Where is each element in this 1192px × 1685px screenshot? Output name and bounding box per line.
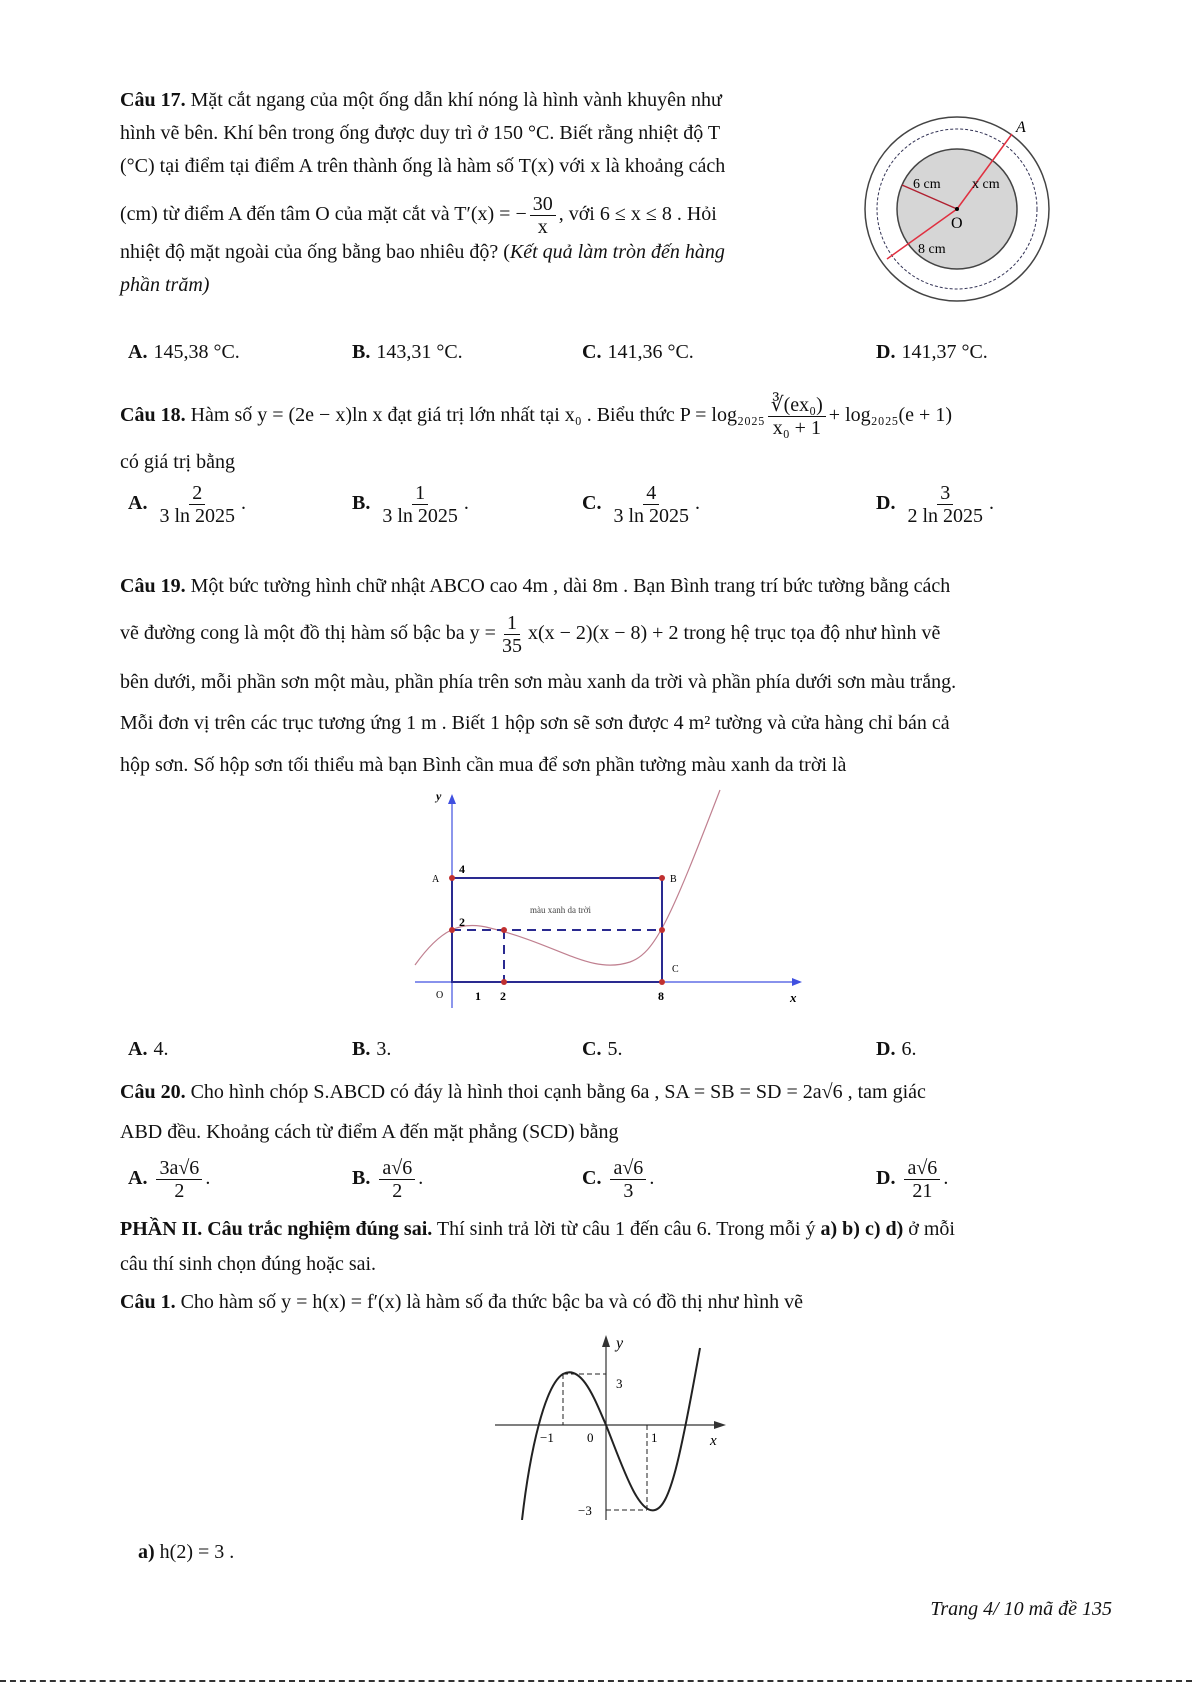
q17-line1 [120, 88, 722, 112]
cubic-graph [490, 1330, 730, 1520]
denominator: 3 ln 2025 [382, 505, 458, 527]
text: có giá trị bằng [120, 451, 235, 473]
key: A. [128, 1038, 148, 1060]
q20-line1 [120, 1080, 926, 1104]
annulus-figure [860, 112, 1055, 307]
key: B. [352, 492, 371, 515]
q17-option-d[interactable] [876, 340, 988, 364]
key: B. [352, 1167, 371, 1190]
q1-line1 [120, 1290, 803, 1314]
text: phần trăm) [120, 274, 210, 296]
bottom-divider [0, 1680, 1192, 1682]
key: A. [128, 1167, 148, 1190]
tick-minus1: −1 [540, 1430, 554, 1445]
fraction [904, 482, 986, 527]
tick-0: 0 [587, 1430, 594, 1445]
numerator: a√6 [379, 1157, 415, 1180]
q17-line3 [120, 154, 725, 178]
q19-line4 [120, 711, 950, 735]
x-label: x [710, 1433, 717, 1449]
tick-1: 1 [475, 989, 481, 1003]
numerator: 2 [189, 482, 205, 505]
text: Một bức tường hình chữ nhật ABCO cao 4m , dài 8m . Bạn Bình trang trí bức tường bằng cách [190, 575, 951, 597]
denominator: 2 [174, 1180, 185, 1202]
tick-4: 4 [459, 862, 465, 876]
tick-3: 3 [616, 1376, 623, 1391]
denominator: x₀ + 1 [772, 417, 821, 439]
text: Mặt cắt ngang của một ống dẫn khí nóng là hình vành khuyên như [190, 89, 722, 111]
key: a) [138, 1541, 155, 1563]
x-label: x [790, 990, 797, 1005]
q20-option-c[interactable]: C. $\frac{a√6}{3}$ . [582, 1157, 655, 1202]
q18-option-c[interactable]: C. $\frac{4}{3 \ln 2025}$ . [582, 482, 701, 527]
text: Cho hình chóp S.ABCD có đáy là hình thoi cạnh bằng 6a , SA = SB = SD = 2a√6 , tam giác [190, 1081, 926, 1103]
denominator: 2 ln 2025 [907, 505, 984, 527]
key: D. [876, 1038, 896, 1060]
fraction [610, 1157, 646, 1202]
q17-label: Câu 17. [120, 89, 186, 111]
fraction [904, 1157, 940, 1202]
key: D. [876, 341, 896, 363]
y-label: y [616, 1335, 624, 1352]
key: D. [876, 1167, 896, 1190]
numerator: 1 [412, 482, 428, 505]
y-label: y [436, 789, 442, 803]
text: , với 6 ≤ x ≤ 8 . Hỏi [558, 203, 717, 226]
denominator: 35 [501, 635, 522, 657]
q17-option-c[interactable] [582, 340, 694, 364]
numerator: 4 [643, 482, 659, 505]
text: vẽ đường cong là một đồ thị hàm số bậc ba y = [120, 622, 496, 645]
q17-line4 [120, 193, 717, 238]
numerator: 3a√6 [156, 1157, 202, 1180]
fraction [768, 394, 826, 439]
q17-line6 [120, 273, 209, 297]
q17-line2 [120, 121, 720, 145]
q20-option-b[interactable]: B. $\frac{a√6}{2}$ . [352, 1157, 424, 1202]
fraction [379, 482, 461, 527]
label-o: O [951, 215, 963, 232]
tick-minus3: −3 [578, 1503, 592, 1518]
q19-label: Câu 19. [120, 575, 186, 597]
wall-graph [370, 780, 810, 1010]
text: 141,36 °C. [607, 341, 694, 363]
fraction [156, 1157, 202, 1202]
q20-line2 [120, 1120, 619, 1144]
label-o: O [436, 990, 444, 1001]
part2-title: PHẦN II. Câu trắc nghiệm đúng sai. [120, 1218, 433, 1240]
key: A. [128, 341, 148, 363]
denominator: 3 [623, 1180, 634, 1202]
text: câu thí sinh chọn đúng hoặc sai. [120, 1253, 377, 1275]
text: (°C) tại điểm tại điểm A trên thành ống là hàm số T(x) với x là khoảng cách [120, 155, 726, 177]
part2-line2 [120, 1252, 376, 1276]
tick-y2: 2 [459, 915, 465, 929]
numerator: 1 [504, 612, 520, 635]
q1-label: Câu 1. [120, 1291, 176, 1313]
q19-option-c[interactable] [582, 1037, 622, 1061]
text: 145,38 °C. [153, 341, 240, 363]
label-a: A [432, 874, 440, 885]
key: C. [582, 341, 602, 363]
q17-option-b[interactable] [352, 340, 463, 364]
label-xcm: x cm [972, 177, 1000, 192]
q19-line3 [120, 670, 956, 694]
key: C. [582, 492, 602, 515]
tick-8: 8 [658, 989, 664, 1003]
q18-line2 [120, 450, 235, 474]
text: 5. [607, 1038, 623, 1060]
numerator: ∛(ex₀) [768, 394, 826, 417]
key: A. [128, 492, 148, 515]
text: 4. [153, 1038, 169, 1060]
part2-line1 [120, 1217, 955, 1241]
q20-label: Câu 20. [120, 1081, 186, 1103]
q19-line1 [120, 574, 950, 598]
text: bên dưới, mỗi phần sơn một màu, phần phía trên sơn màu xanh da trời và phần phía dưới sơn màu trắng. [120, 671, 957, 693]
key: B. [352, 341, 371, 363]
key: D. [876, 492, 896, 515]
text: hộp sơn. Số hộp sơn tối thiểu mà bạn Bình cần mua để sơn phần tường màu xanh da trời là [120, 754, 847, 776]
tick-2: 2 [500, 989, 506, 1003]
numerator: a√6 [610, 1157, 646, 1180]
text: Thí sinh trả lời từ câu 1 đến câu 6. Trong mỗi ý [432, 1218, 821, 1240]
label-c: C [672, 964, 679, 975]
q18-option-a[interactable]: A. $\frac{2}{3 \ln 2025}$ . [128, 482, 247, 527]
q19-line2 [120, 612, 940, 657]
region-label: màu xanh da trời [530, 905, 591, 915]
text: 6. [901, 1038, 917, 1060]
fraction [499, 612, 525, 657]
label-6cm: 6 cm [913, 177, 941, 192]
fraction [610, 482, 692, 527]
numerator: a√6 [904, 1157, 940, 1180]
q18-option-d[interactable]: D. $\frac{3}{2 \ln 2025}$ . [876, 482, 995, 527]
label-b: B [670, 874, 677, 885]
denominator: 21 [912, 1180, 933, 1202]
text: ABD đều. Khoảng cách từ điểm A đến mặt phẳng (SCD) bằng [120, 1121, 619, 1143]
label-a: A [1016, 119, 1026, 136]
numerator: 30 [530, 193, 556, 216]
text: 3. [376, 1038, 392, 1060]
q19-option-a[interactable] [128, 1037, 168, 1061]
text: ở mỗi [903, 1218, 955, 1240]
q17-line5 [120, 240, 725, 264]
denominator: x [537, 216, 548, 238]
text: (cm) từ điểm A đến tâm O của mặt cắt và T′(x) = − [120, 203, 527, 226]
text: 141,37 °C. [901, 341, 988, 363]
tick-1: 1 [651, 1430, 658, 1445]
q18-option-b[interactable]: B. $\frac{1}{3 \ln 2025}$ . [352, 482, 469, 527]
q20-option-a[interactable]: A. $\frac{3a√6}{2}$ . [128, 1157, 211, 1202]
page-footer: Trang 4/ 10 mã đề 135 [930, 1598, 1112, 1620]
denominator: 3 ln 2025 [159, 505, 236, 527]
text: a) b) c) d) [820, 1218, 904, 1240]
fraction [379, 1157, 415, 1202]
q20-option-d[interactable]: D. $\frac{a√6}{21}$ . [876, 1157, 949, 1202]
q18-label: Câu 18. [120, 404, 186, 427]
fraction [530, 193, 556, 238]
label-8cm: 8 cm [918, 242, 946, 257]
text: + log₂₀₂₅(e + 1) [828, 404, 952, 427]
text: h(2) = 3 . [159, 1541, 235, 1563]
text: hình vẽ bên. Khí bên trong ống được duy trì ở 150 °C. Biết rằng nhiệt độ T [120, 122, 721, 144]
key: C. [582, 1038, 602, 1060]
fraction [156, 482, 238, 527]
text: Hàm số y = (2e − x)ln x đạt giá trị lớn nhất tại x₀ . Biểu thức P = log₂₀₂₅ [190, 404, 765, 427]
q17-option-a[interactable] [128, 340, 240, 364]
denominator: 3 ln 2025 [613, 505, 690, 527]
text: Cho hàm số y = h(x) = f′(x) là hàm số đa thức bậc ba và có đồ thị như hình vẽ [180, 1291, 803, 1313]
text: Mỗi đơn vị trên các trục tương ứng 1 m . Biết 1 hộp sơn sẽ sơn được 4 m² tường và cửa hàng chỉ bán cả [120, 712, 950, 734]
text: nhiệt độ mặt ngoài của ống bằng bao nhiêu độ? ( [120, 241, 510, 263]
q19-option-d[interactable] [876, 1037, 916, 1061]
q1-item-a[interactable] [138, 1540, 234, 1564]
denominator: 2 [392, 1180, 403, 1202]
q19-line5 [120, 753, 846, 777]
key: C. [582, 1167, 602, 1190]
text: x(x − 2)(x − 8) + 2 trong hệ trục tọa độ như hình vẽ [527, 622, 941, 645]
text: Kết quả làm tròn đến hàng [509, 241, 725, 263]
numerator: 3 [937, 482, 953, 505]
q19-option-b[interactable] [352, 1037, 391, 1061]
key: B. [352, 1038, 371, 1060]
text: 143,31 °C. [376, 341, 463, 363]
q18-line1 [120, 394, 952, 439]
